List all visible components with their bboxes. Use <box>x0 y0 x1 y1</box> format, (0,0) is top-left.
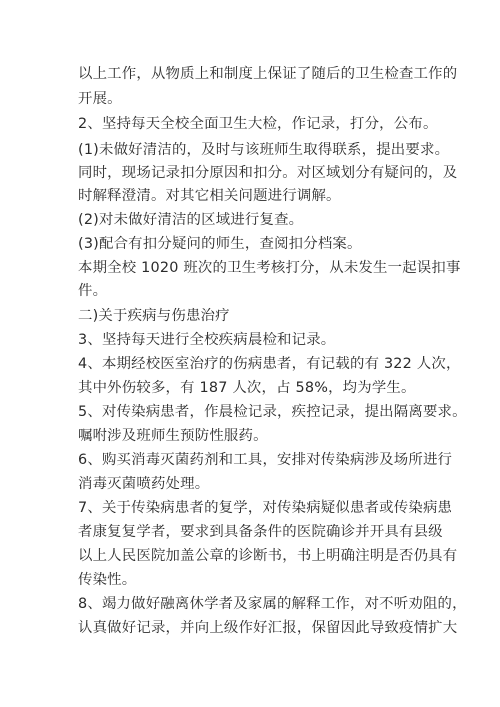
text-line: (1)未做好清洁的，及时与该班师生取得联系，提出要求。 <box>78 142 450 158</box>
text-line: 认真做好记录，并向上级作好汇报，保留因此导致疫情扩大 <box>78 620 458 636</box>
text-line: 同时，现场记录扣分原因和扣分。对区域划分有疑问的，及 <box>78 165 458 181</box>
text-line: 以上工作，从物质上和制度上保证了随后的卫生检查工作的 <box>78 66 458 82</box>
text-line: 嘱咐涉及班师生预防性服药。 <box>78 428 268 444</box>
text-line: (2)对未做好清洁的区域进行复查。 <box>78 212 304 228</box>
text-line: 件。 <box>78 283 108 299</box>
text-line: 以上人民医院加盖公章的诊断书，书上明确注明是否仍具有 <box>78 548 458 564</box>
text-line: (3)配合有扣分疑问的师生，查阅扣分档案。 <box>78 236 362 252</box>
text-line: 8、竭力做好融离休学者及家属的解释工作，对不听劝阻的， <box>78 596 467 612</box>
text-line: 7、关于传染病患者的复学，对传染病疑似患者或传染病患 <box>78 500 453 516</box>
text-line: 者康复复学者，要求到具备条件的医院确诊并开具有县级 <box>78 524 443 540</box>
text-line: 本期全校 1020 班次的卫生考核打分，从未发生一起误扣事 <box>78 260 461 276</box>
section-heading: 二)关于疾病与伤患治疗 <box>78 308 230 324</box>
text-line: 开展。 <box>78 91 122 107</box>
text-line: 消毒灭菌喷药处理。 <box>78 476 210 492</box>
text-line: 4、本期经校医室治疗的伤病患者，有记载的有 322 人次， <box>78 356 461 372</box>
text-line: 3、坚持每天进行全校疾病晨检和记录。 <box>78 332 336 348</box>
text-line: 6、购买消毒灭菌药剂和工具，安排对传染病涉及场所进行 <box>78 452 453 468</box>
text-line: 其中外伤较多，有 187 人次，占 58%，均为学生。 <box>78 380 416 396</box>
text-line: 传染性。 <box>78 572 137 588</box>
text-line: 时解释澄清。对其它相关问题进行调解。 <box>78 188 341 204</box>
text-line: 5、对传染病患者，作晨检记录，疾控记录，提出隔离要求。 <box>78 404 467 420</box>
text-line: 2、坚持每天全校全面卫生大检，作记录，打分，公布。 <box>78 116 438 132</box>
